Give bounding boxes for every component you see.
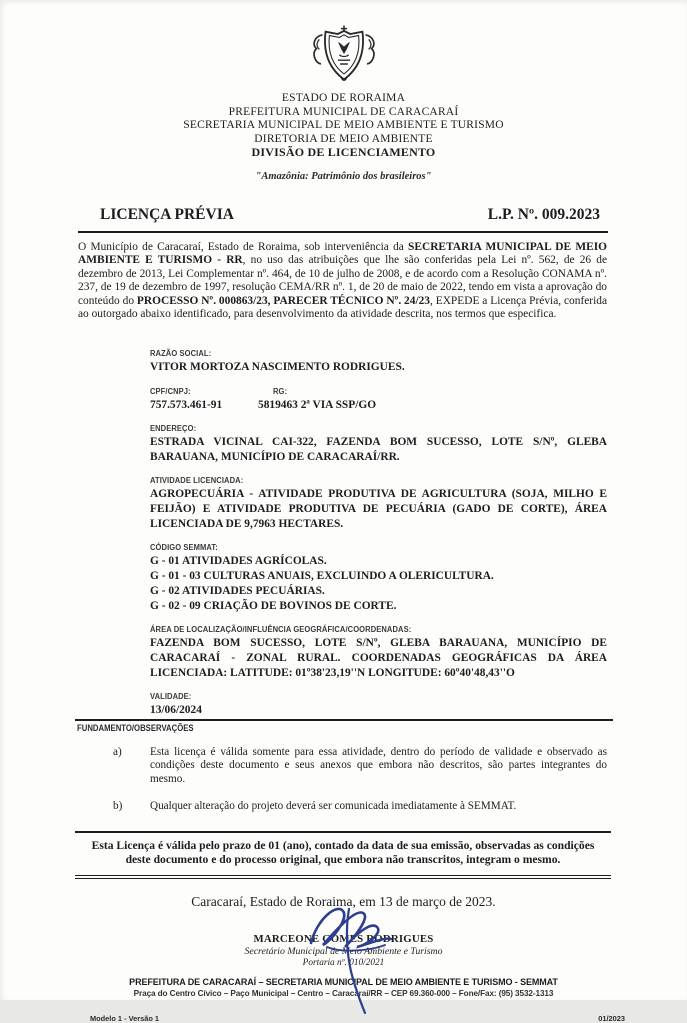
footer-edition: 01/2023 <box>598 1013 625 1023</box>
preamble-processo-bold: PROCESSO Nº. 000863/23, PARECER TÉCNICO Nº. 24/23 <box>136 294 431 307</box>
codigo-line-4: G - 02 - 09 CRIAÇÃO DE BOVINOS DE CORTE. <box>150 599 397 612</box>
codigo-semmat-label: CÓDIGO SEMMAT: <box>150 542 218 553</box>
footer-institution-line: PREFEITURA DE CARACARAÍ – SECRETARIA MUNICIPAL DE MEIO AMBIENTE E TURISMO - SEMMAT <box>129 976 558 987</box>
document-footer <box>0 977 687 998</box>
observation-a-text: Esta licença é válida somente para essa atividade, dentro do período de validade e observado as condições deste documento e seus anexos que embora não descritos, são partes integrantes do mesmo. <box>150 745 607 786</box>
header-diretoria: DIRETORIA DE MEIO AMBIENTE <box>254 132 433 145</box>
header-state: ESTADO DE RORAIMA <box>281 92 406 104</box>
validity-statement-box: Esta Licença é válida pelo prazo de 01 (ano), contado da data de sua emissão, observadas as condições deste documento e do processo original, que embora não transcritos, integram o mesmo. <box>75 831 611 879</box>
footer-model-version: Modelo 1 - Versão 1 <box>90 1013 160 1023</box>
razao-social-value: VITOR MORTOZA NASCIMENTO RODRIGUES. <box>150 360 405 373</box>
field-codigo-semmat <box>150 542 607 613</box>
field-area-localizacao <box>150 624 607 680</box>
state-motto: "Amazônia: Patrimônio dos brasileiros" <box>255 170 432 182</box>
field-cpf <box>150 386 258 413</box>
coat-of-arms-icon <box>305 24 383 84</box>
closing-date-line: Caracaraí, Estado de Roraima, em 13 de março de 2023. <box>191 893 496 909</box>
footer-address-line: Praça do Centro Cívico – Paço Municipal – Centro – Caracaraí/RR – CEP 69.360-000 – Fone/Fax: (95) 3532-1313 <box>133 988 554 998</box>
validade-value: 13/06/2024 <box>150 704 202 717</box>
codigo-line-3: G - 02 ATIVIDADES PECUÁRIAS. <box>150 584 325 597</box>
observation-item-b <box>113 800 607 814</box>
signatory-name: MARCEONE GOMES RODRIGUES <box>253 932 434 945</box>
observation-b-marker: b) <box>113 800 123 813</box>
cpf-value: 757.573.461-91 <box>150 398 223 411</box>
observation-b-text: Qualquer alteração do projeto deverá ser comunicada imediatamente à SEMMAT. <box>150 800 517 813</box>
atividade-value: AGROPECUÁRIA - ATIVIDADE PRODUTIVA DE AGRICULTURA (SOJA, MILHO E FEIJÃO) E ATIVIDADE PRODUTIVA DE PECUÁRIA (GADO DE CORTE), ÁREA LICENCIADA DE 9,7963 HECTARES. <box>150 488 607 530</box>
org-header <box>0 92 687 160</box>
preamble-seg1: O Município de Caracaraí, Estado de Roraima, sob interveniência da <box>78 240 409 253</box>
license-fields <box>150 348 607 718</box>
header-prefeitura: PREFEITURA MUNICIPAL DE CARACARAÍ <box>228 105 459 118</box>
fundamento-section-label: FUNDAMENTO/OBSERVAÇÕES <box>77 722 194 733</box>
header-divisao: DIVISÃO DE LICENCIAMENTO <box>251 145 436 160</box>
observation-item-a <box>113 746 607 787</box>
footer-model-row <box>90 1014 625 1023</box>
area-localizacao-label: ÁREA DE LOCALIZAÇÃO/INFLUÊNCIA GEOGRÁFICA/COORDENADAS: <box>150 624 412 635</box>
validade-label: VALIDADE: <box>150 691 192 702</box>
header-secretaria: SECRETARIA MUNICIPAL DE MEIO AMBIENTE E TURISMO <box>183 119 504 132</box>
endereco-value: ESTRADA VICINAL CAI-322, FAZENDA BOM SUCESSO, LOTE S/Nº, GLEBA BARAUANA, MUNICÍPIO DE CARACARAÍ/RR. <box>150 436 607 463</box>
signatory-role: Secretário Municipal de Meio Ambiente e Turismo <box>244 945 443 957</box>
field-endereco <box>150 423 607 464</box>
codigo-line-1: G - 01 ATIVIDADES AGRÍCOLAS. <box>150 555 327 568</box>
preamble-seg3: , EXPEDE a Licença Prévia, conferida ao outorgado abaixo identificado, para desenvolvimento da atividade descrita, nos termos que especifica. <box>78 294 608 321</box>
field-cpf-rg-row <box>150 386 607 413</box>
observation-a-marker: a) <box>113 745 122 758</box>
title-divider <box>78 231 608 233</box>
preamble-secretaria-bold: SECRETARIA MUNICIPAL DE MEIO AMBIENTE E TURISMO - RR <box>78 240 607 267</box>
preamble-seg2: , no uso das atribuições que lhe são conferidas pela Lei nº. 562, de 26 de dezembro de 2013, Lei Complementar nº. 464, de 10 de julho de 2008, e de acordo com a Resolução CONAMA nº. 237, de 19 de dezembro de 1997, resolução CEMA/RR nº. 1, de 20 de maio de 2022, tendo em vista a aprovação do conteúdo do <box>78 254 608 307</box>
razao-social-label: RAZÃO SOCIAL: <box>150 347 212 358</box>
endereco-label: ENDEREÇO: <box>150 423 197 434</box>
license-title-row <box>100 206 600 224</box>
license-number: L.P. Nº. 009.2023 <box>487 205 600 223</box>
preamble-paragraph <box>78 241 607 322</box>
crest-container <box>0 0 687 89</box>
signature-block <box>0 933 687 968</box>
signatory-portaria: Portaria nº. 010/2021 <box>302 957 385 968</box>
field-rg <box>258 386 376 413</box>
field-razao-social <box>150 348 607 375</box>
rg-value: 5819463 2ª VIA SSP/GO <box>258 398 377 411</box>
atividade-label: ATIVIDADE LICENCIADA: <box>150 475 244 486</box>
license-title: LICENÇA PRÉVIA <box>100 205 234 223</box>
cpf-label: CPF/CNPJ: <box>150 385 191 396</box>
rg-label: RG: <box>272 385 288 396</box>
codigo-line-2: G - 01 - 03 CULTURAS ANUAIS, EXCLUINDO A OLERICULTURA. <box>150 569 494 582</box>
area-localizacao-value: FAZENDA BOM SUCESSO, LOTE S/Nº, GLEBA BARAUANA, MUNICÍPIO DE CARACARAÍ - ZONAL RURAL. COORDENADAS GEOGRÁFICAS DA ÁREA LICENCIADA: LATITUDE: 01º38'23,19''N LONGITUDE: 60º40'48,43''O <box>150 637 607 679</box>
field-validade <box>150 691 607 718</box>
observations-divider <box>75 719 613 721</box>
field-atividade-licenciada <box>150 475 607 531</box>
